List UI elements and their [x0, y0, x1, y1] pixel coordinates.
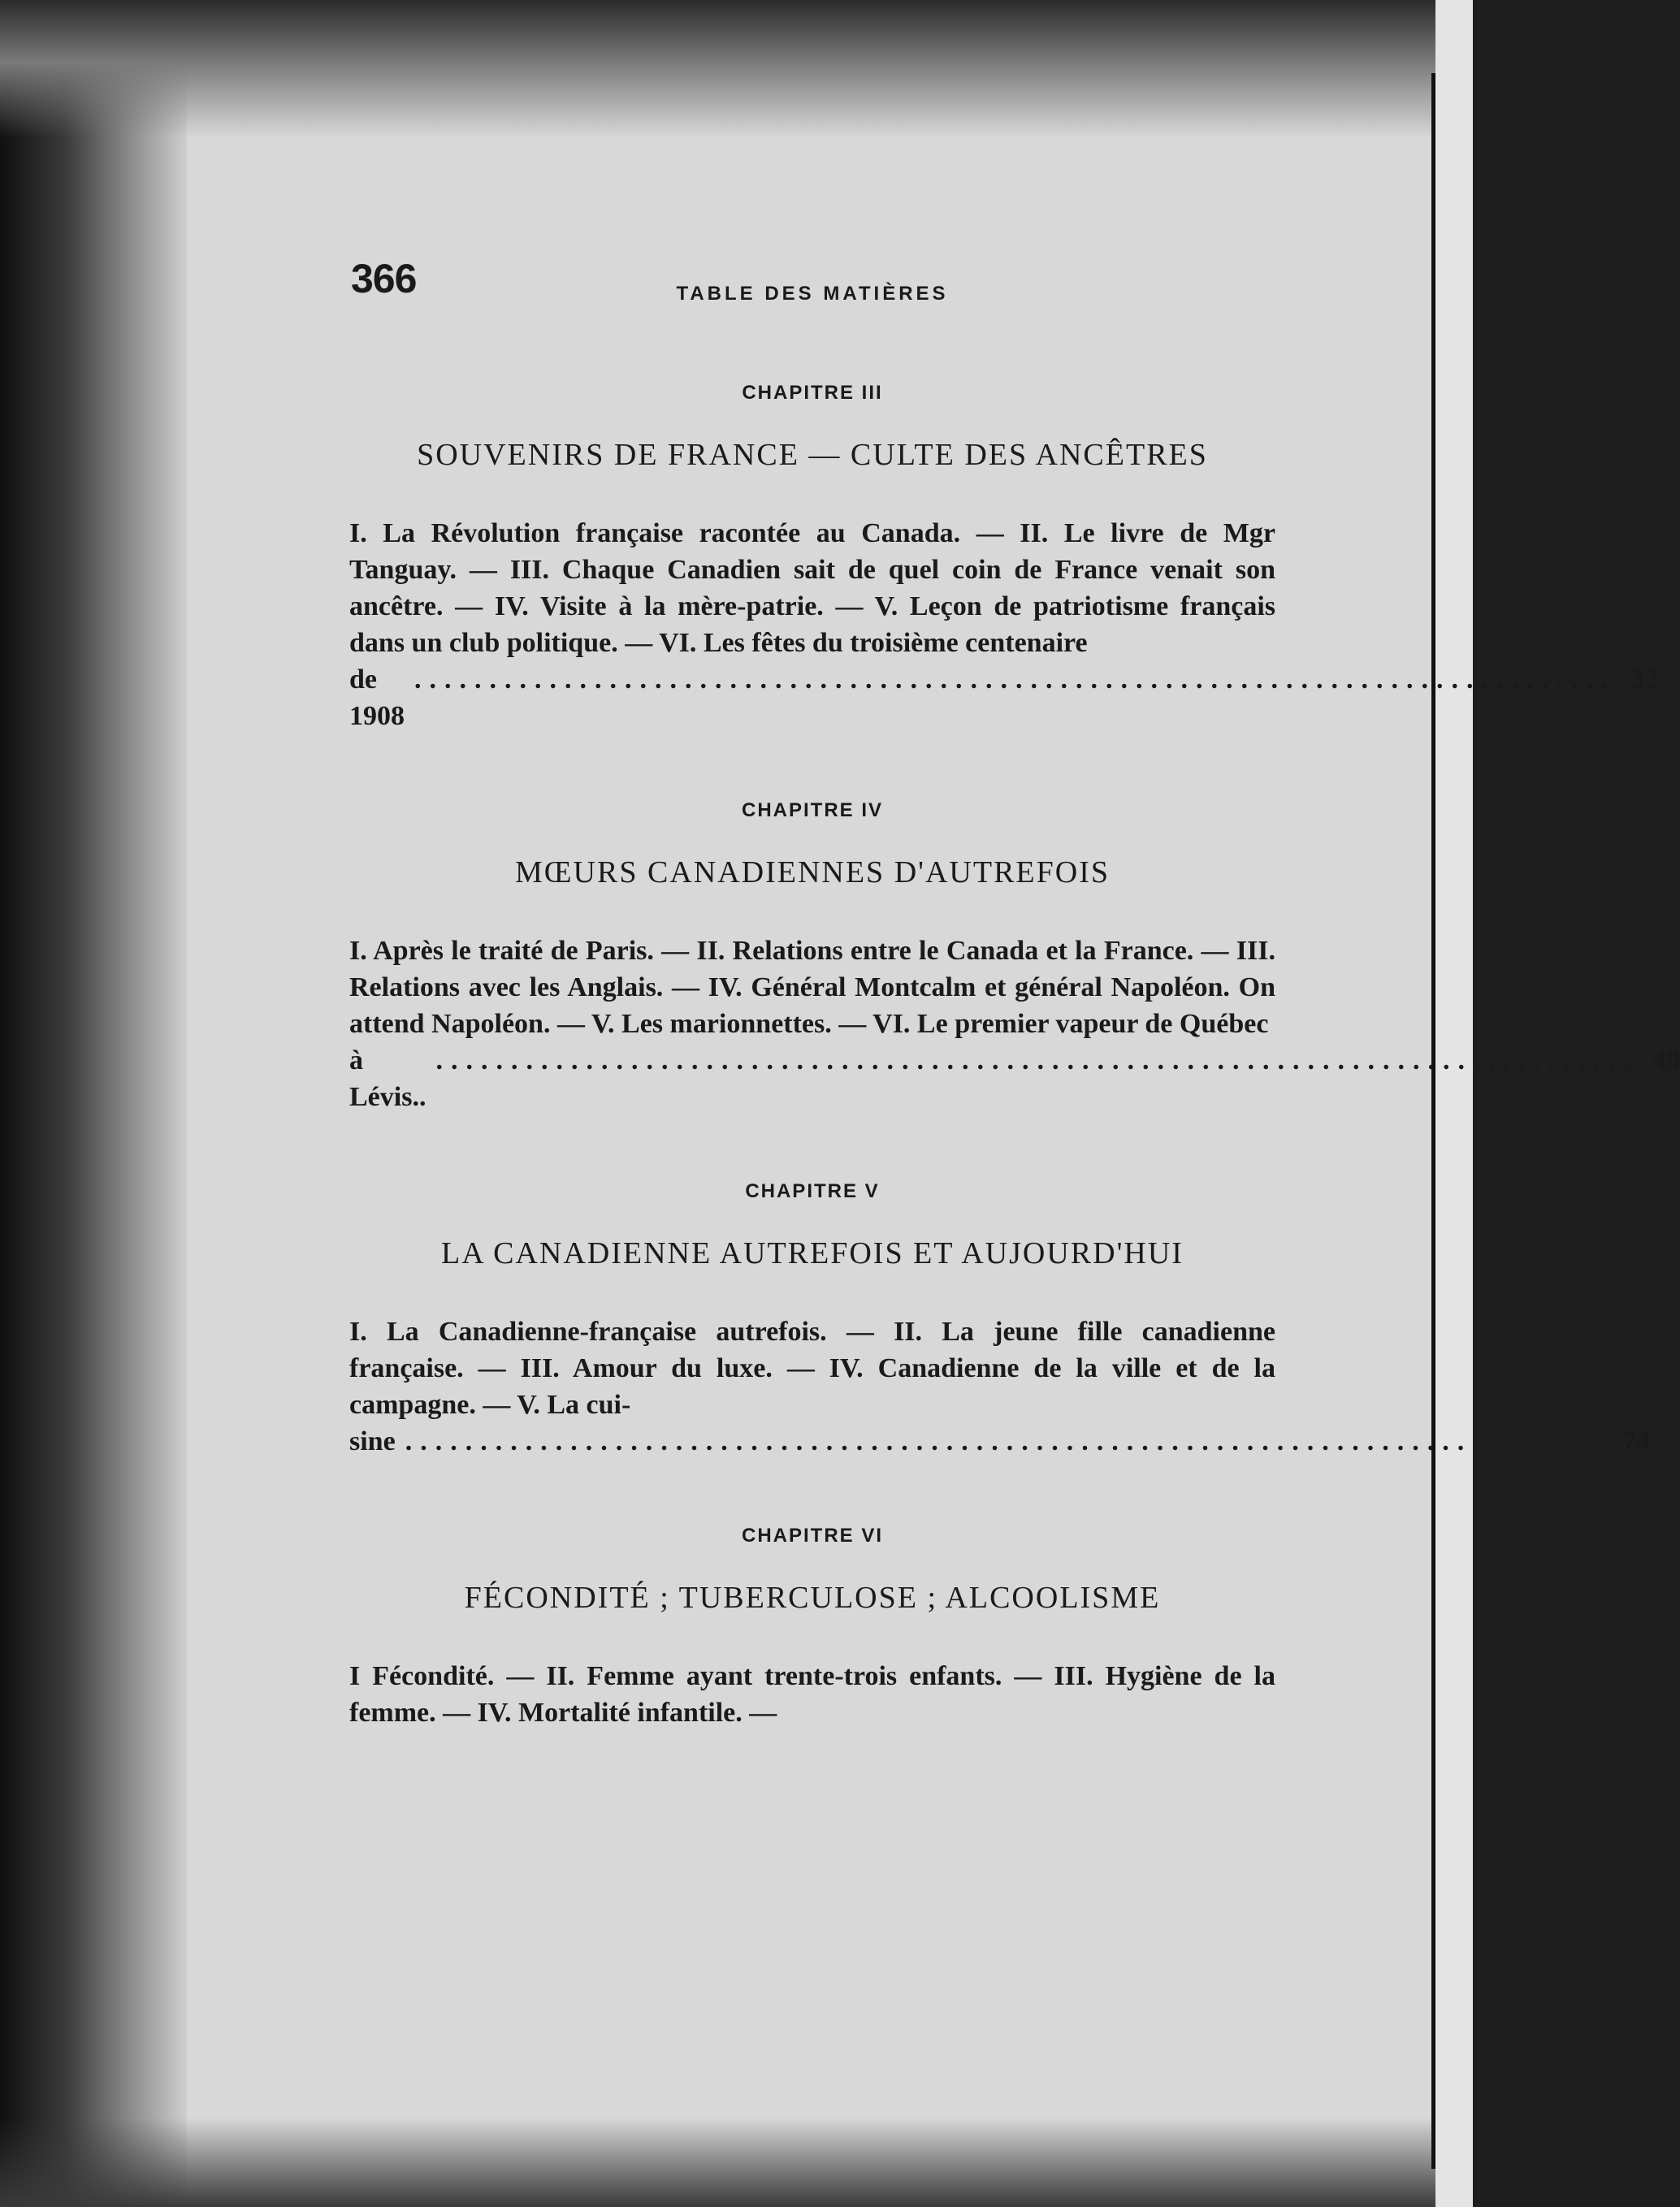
chapter-3	[349, 382, 1659, 734]
chapter-title: SOUVENIRS DE FRANCE — CULTE DES ANCÊTRES	[417, 438, 1208, 472]
top-shadow	[0, 0, 1473, 138]
summary-tail: à Lévis..	[349, 1045, 426, 1112]
running-head	[349, 244, 1275, 317]
chapter-summary: I. La Révolution française racontée au Canada. — II. Le livre de Mgr Tanguay. — III. Chaque Canadien sait de quel coin de France venait son ancêtre. — IV. Visite à la mère-patrie. — V. Leçon de patriotisme français dans un club politique. — VI. Les fêtes du troisième centenaire	[349, 518, 1275, 658]
summary-last-line	[349, 1042, 1680, 1115]
page-content	[349, 244, 1680, 1731]
chapter-label: CHAPITRE V	[745, 1180, 880, 1202]
chapter-title: LA CANADIENNE AUTREFOIS ET AUJOURD'HUI	[441, 1236, 1184, 1270]
chapter-label: CHAPITRE III	[742, 382, 883, 404]
chapter-summary: I. Après le traité de Paris. — II. Relations entre le Canada et la France. — III. Relations avec les Anglais. — IV. Général Montcalm et général Napoléon. On attend Napoléon. — V. Les marionnettes. — VI. Le premier vapeur de Québec	[349, 936, 1275, 1039]
right-edge-rule	[1431, 73, 1435, 2169]
dot-leader: ................................................................................	[414, 664, 1617, 695]
running-title: TABLE DES MATIÈRES	[676, 283, 949, 305]
summary-last-line	[349, 1423, 1650, 1460]
chapter-label: CHAPITRE VI	[741, 1525, 883, 1547]
chapter-summary: I Fécondité. — II. Femme ayant trente-trois enfants. — III. Hygiène de la femme. — IV. Mortalité infantile. —	[349, 1661, 1275, 1728]
right-margin-strip	[1435, 0, 1473, 2207]
chapter-4	[349, 799, 1680, 1115]
page-reference: 74	[1622, 1426, 1650, 1456]
chapter-6	[349, 1525, 1275, 1731]
chapter-5	[349, 1180, 1650, 1460]
dot-leader: ................................................................................	[435, 1045, 1639, 1075]
chapter-summary: I. La Canadienne-française autrefois. — II. La jeune fille canadienne française. — III. Amour du luxe. — IV. Canadienne de la ville et de la campagne. — V. La cui-	[349, 1317, 1275, 1420]
bottom-shadow	[0, 2118, 1473, 2207]
page-number: 366	[351, 256, 417, 301]
chapter-label: CHAPITRE IV	[741, 799, 883, 821]
summary-tail: sine	[349, 1426, 396, 1456]
page-reference: 32	[1631, 664, 1659, 695]
chapter-title: FÉCONDITÉ ; TUBERCULOSE ; ALCOOLISME	[464, 1581, 1161, 1615]
binding-shadow	[0, 0, 187, 2207]
dot-leader: ................................................................................	[405, 1426, 1608, 1456]
summary-last-line	[349, 661, 1659, 734]
summary-tail: de 1908	[349, 664, 405, 731]
chapter-title: MŒURS CANADIENNES D'AUTREFOIS	[514, 855, 1111, 889]
page-reference: 49	[1652, 1045, 1680, 1075]
